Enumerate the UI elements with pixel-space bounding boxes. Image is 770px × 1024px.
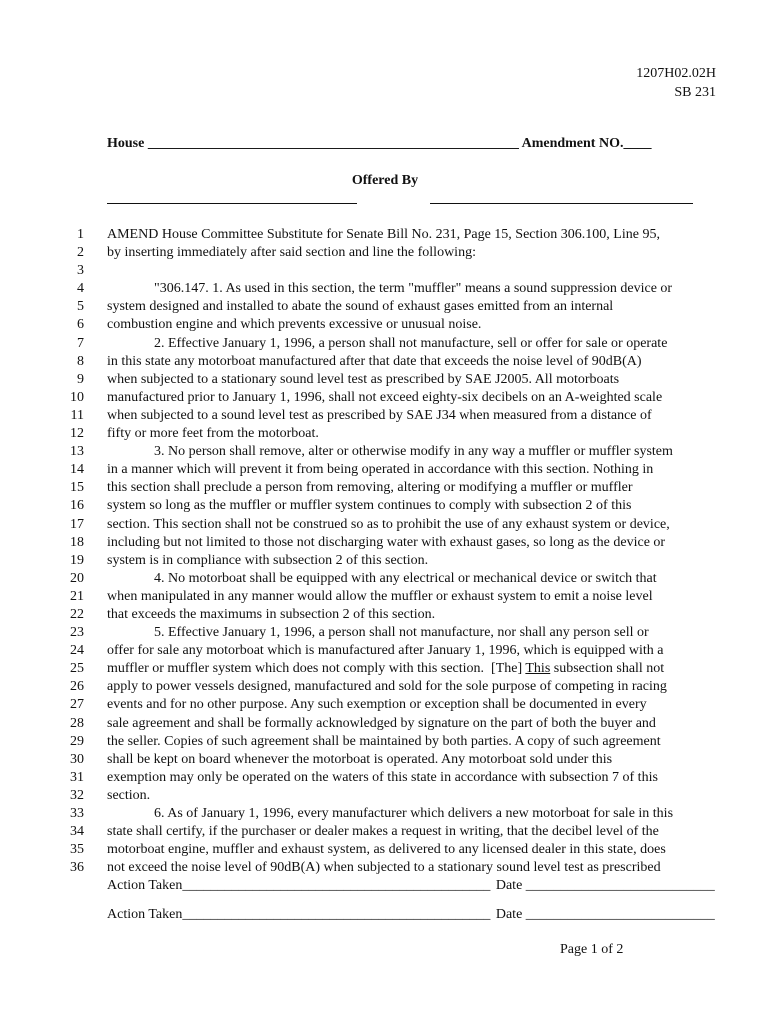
line-number: 19 — [70, 552, 84, 568]
date-blank: ___________________________ — [525, 907, 715, 922]
line-text: "306.147. 1. As used in this section, the term "muffler" means a sound suppression device or — [154, 281, 673, 297]
text-line — [60, 516, 720, 534]
text-line — [60, 642, 720, 660]
text-line — [60, 859, 720, 877]
text-line — [60, 425, 720, 443]
line-number: 8 — [77, 353, 84, 369]
text-line — [60, 733, 720, 751]
action-taken-blank: ____________________________________________ — [182, 878, 491, 893]
line-text: 6. As of January 1, 1996, every manufacturer which delivers a new motorboat for sale in this — [154, 806, 674, 821]
text-line — [60, 570, 720, 588]
line-number: 14 — [70, 462, 84, 478]
line-text-part: subsection shall not — [550, 661, 665, 677]
action-taken-label: Action Taken — [107, 878, 183, 893]
underlined-insertion: This — [525, 661, 551, 677]
text-line — [60, 497, 720, 515]
date-blank: ___________________________ — [525, 878, 715, 893]
text-line — [60, 823, 720, 841]
text-line — [60, 841, 720, 859]
date-label: Date — [495, 878, 523, 893]
line-number: 10 — [70, 389, 84, 405]
line-text: system designed and installed to abate the sound of exhaust gases emitted from an internal — [107, 299, 614, 315]
line-number: 21 — [70, 588, 84, 604]
line-text: 5. Effective January 1, 1996, a person shall not manufacture, nor shall any person sell or — [154, 625, 649, 641]
action-taken-blank: ____________________________________________ — [182, 907, 491, 922]
text-line — [60, 588, 720, 606]
text-line — [60, 660, 720, 678]
line-text: combustion engine and which prevents excessive or unusual noise. — [107, 317, 482, 333]
line-text: manufactured prior to January 1, 1996, shall not exceed eighty-six decibels on an A-weighted scale — [107, 389, 663, 405]
line-text: by inserting immediately after said section and line the following: — [107, 245, 476, 261]
text-line — [60, 443, 720, 461]
line-number: 29 — [70, 733, 84, 749]
line-number: 23 — [70, 625, 84, 641]
text-line — [60, 226, 720, 244]
text-line — [60, 389, 720, 407]
line-number: 4 — [77, 281, 84, 297]
text-line — [60, 606, 720, 624]
line-number: 9 — [77, 371, 84, 387]
line-text: that exceeds the maximums in subsection 2 of this section. — [107, 606, 436, 622]
line-text: 4. No motorboat shall be equipped with any electrical or mechanical device or switch that — [154, 570, 657, 586]
line-number: 12 — [70, 426, 84, 442]
date-label: Date — [495, 907, 523, 922]
line-number: 33 — [70, 806, 84, 821]
house-amendment-line — [107, 136, 712, 152]
action-taken-row — [107, 878, 715, 894]
offered-by-label: Offered By — [351, 173, 419, 188]
signature-line-left — [107, 203, 357, 204]
line-text: motorboat engine, muffler and exhaust system, as delivered to any licensed dealer in this state, does — [107, 842, 666, 858]
line-text: section. — [107, 787, 151, 803]
line-number: 5 — [77, 299, 84, 315]
line-number: 26 — [70, 679, 84, 695]
line-number: 30 — [70, 751, 84, 767]
line-text: system so long as the muffler or muffler system continues to comply with subsection 2 of this — [107, 498, 632, 514]
line-number: 6 — [77, 317, 84, 333]
line-text: apply to power vessels designed, manufactured and sold for the sole purpose of competing in racing — [107, 679, 667, 695]
text-line — [60, 262, 720, 280]
line-number: 25 — [70, 661, 84, 677]
line-text-part: muffler or muffler system which does not comply with this section. [The] — [107, 661, 526, 677]
line-number: 31 — [70, 769, 84, 785]
line-text: sale agreement and shall be formally acknowledged by signature on the part of both the buyer and — [107, 715, 656, 731]
text-line — [60, 769, 720, 787]
line-text: section. This section shall not be construed so as to prohibit the use of any exhaust system or device, — [107, 516, 670, 532]
line-text: state shall certify, if the purchaser or dealer makes a request in writing, that the decibel level of the — [107, 824, 659, 840]
text-line — [60, 461, 720, 479]
text-line — [60, 534, 720, 552]
text-line — [60, 552, 720, 570]
text-line — [60, 407, 720, 425]
line-text: 3. No person shall remove, alter or otherwise modify in any way a muffler or muffler system — [154, 444, 673, 460]
line-text: in this state any motorboat manufactured after that date that exceeds the noise level of 90dB(A) — [107, 353, 642, 369]
action-taken-label: Action Taken — [107, 907, 183, 922]
house-label: House — [107, 136, 145, 151]
action-taken-row — [107, 907, 715, 923]
line-text: events and for no other purpose. Any such exemption or exception shall be documented in every — [107, 697, 647, 713]
line-number: 11 — [70, 407, 84, 423]
line-number: 17 — [70, 516, 84, 532]
signature-line-right — [430, 203, 693, 204]
document-code-block — [636, 64, 716, 102]
page-number: Page 1 of 2 — [560, 942, 624, 957]
line-number: 32 — [70, 787, 84, 803]
text-line — [60, 244, 720, 262]
line-text: when manipulated in any manner would allow the muffler or exhaust system to emit a noise level — [107, 588, 653, 604]
line-number: 1 — [77, 227, 84, 242]
line-text: including but not limited to those not discharging water with exhaust gases, so long as the device or — [107, 534, 666, 550]
line-number: 3 — [77, 263, 84, 279]
line-text: exemption may only be operated on the waters of this state in accordance with subsection 7 of this — [107, 769, 658, 785]
text-line — [60, 280, 720, 298]
bill-number: SB 231 — [674, 85, 716, 100]
line-number: 20 — [70, 570, 84, 586]
line-number: 24 — [70, 643, 84, 659]
line-number: 2 — [77, 245, 84, 261]
house-blank: _____________________________________________________ — [147, 136, 519, 151]
line-text: offer for sale any motorboat which is manufactured after January 1, 1996, which is equipped with a — [107, 643, 664, 659]
text-line — [60, 371, 720, 389]
text-line — [60, 479, 720, 497]
text-line — [60, 678, 720, 696]
amendment-text — [60, 226, 720, 877]
line-text: 2. Effective January 1, 1996, a person shall not manufacture, sell or offer for sale or operate — [154, 335, 668, 351]
line-number: 36 — [70, 860, 84, 876]
line-text: in a manner which will prevent it from being operated in accordance with this section. Nothing in — [107, 462, 654, 478]
line-number: 35 — [70, 842, 84, 858]
line-number: 7 — [77, 335, 84, 351]
text-line — [60, 353, 720, 371]
text-line — [60, 298, 720, 316]
line-number: 22 — [70, 606, 84, 622]
line-text — [107, 660, 664, 678]
amendment-number-label: Amendment NO.____ — [521, 136, 652, 151]
text-line — [60, 805, 720, 823]
line-text: not exceed the noise level of 90dB(A) when subjected to a stationary sound level test as prescribed — [107, 860, 661, 876]
line-number: 15 — [70, 480, 84, 496]
text-line — [60, 787, 720, 805]
text-line — [60, 715, 720, 733]
text-line — [60, 335, 720, 353]
text-line — [60, 696, 720, 714]
line-text: when subjected to a sound level test as prescribed by SAE J34 when measured from a distance of — [107, 407, 652, 423]
document-code: 1207H02.02H — [636, 66, 716, 81]
line-number: 13 — [70, 444, 84, 460]
line-number: 16 — [70, 498, 84, 514]
text-line — [60, 316, 720, 334]
line-number: 34 — [70, 824, 84, 840]
line-text: system is in compliance with subsection 2 of this section. — [107, 552, 429, 568]
line-text: the seller. Copies of such agreement shall be maintained by both parties. A copy of such agreement — [107, 733, 661, 749]
line-text: when subjected to a stationary sound level test as prescribed by SAE J2005. All motorboats — [107, 371, 620, 387]
line-text: this section shall preclude a person from removing, altering or modifying a muffler or muffler — [107, 480, 633, 496]
line-text: fifty or more feet from the motorboat. — [107, 426, 319, 442]
text-line — [60, 624, 720, 642]
text-line — [60, 751, 720, 769]
line-number: 27 — [70, 697, 84, 713]
line-text: shall be kept on board whenever the motorboat is operated. Any motorboat sold under this — [107, 751, 613, 767]
line-number: 18 — [70, 534, 84, 550]
line-text: AMEND House Committee Substitute for Senate Bill No. 231, Page 15, Section 306.100, Line 95, — [107, 227, 660, 242]
line-number: 28 — [70, 715, 84, 731]
